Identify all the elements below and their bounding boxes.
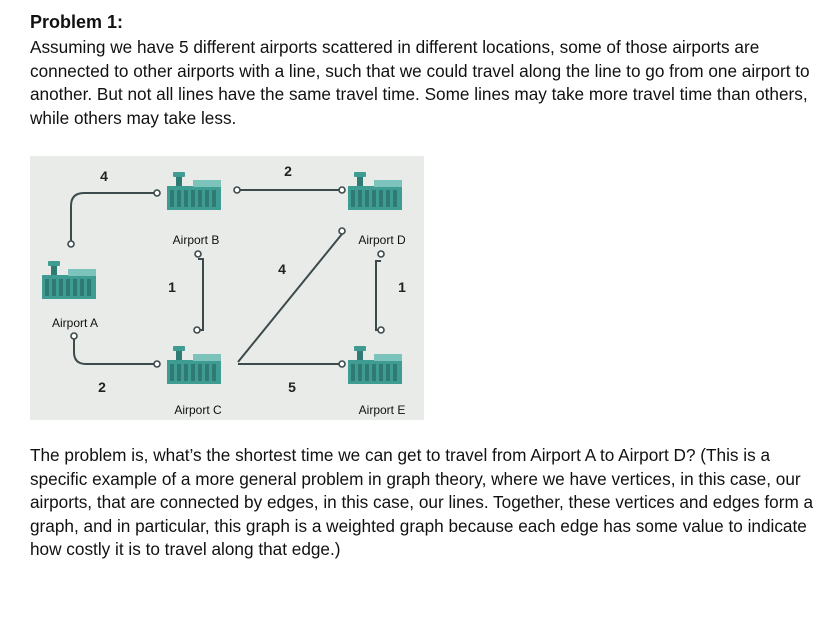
endpoint-circle (234, 187, 240, 193)
problem-title: Problem 1: (30, 12, 124, 32)
airport-b-label: Airport B (172, 233, 220, 247)
weight-c-d: 4 (278, 261, 286, 277)
endpoint-circle (378, 327, 384, 333)
endpoint-circle (378, 251, 384, 257)
weight-b-c: 1 (168, 279, 176, 295)
weight-b-d: 2 (284, 163, 292, 179)
endpoint-circle (339, 361, 345, 367)
weight-c-e: 5 (288, 379, 296, 395)
endpoint-circle (154, 361, 160, 367)
endpoint-circle (71, 333, 77, 339)
endpoint-circle (195, 251, 201, 257)
endpoint-circle (194, 327, 200, 333)
weight-a-b: 4 (100, 168, 108, 184)
airport-a-label: Airport A (51, 316, 99, 330)
problem-intro: Assuming we have 5 different airports scattered in different locations, some of those airports are connected to other airports with a line, such that we could travel along the line to go from one airport to another. But not all lines have the same travel time. Some lines may take more travel time than others, while others may take less. (30, 37, 810, 128)
airport-c-label: Airport C (174, 403, 222, 417)
endpoint-circle (154, 190, 160, 196)
airport-d-label: Airport D (358, 233, 406, 247)
endpoint-circle (339, 228, 345, 234)
endpoint-circle (339, 187, 345, 193)
airport-e-label: Airport E (358, 403, 406, 417)
airport-graph-diagram (30, 156, 424, 420)
endpoint-circle (68, 241, 74, 247)
weight-a-c: 2 (98, 379, 106, 395)
problem-question: The problem is, what’s the shortest time we can get to travel from Airport A to Airport D? (This is a specific example of a more general problem in graph theory, where we have vertices, in this case, our airports, that are connected by edges, in this case, our lines. Together, these vertices and edges form a graph, and in particular, this graph is a weighted graph because each edge has some value to indicate how costly it is to travel along that edge.) (30, 445, 814, 559)
weight-d-e: 1 (398, 279, 406, 295)
